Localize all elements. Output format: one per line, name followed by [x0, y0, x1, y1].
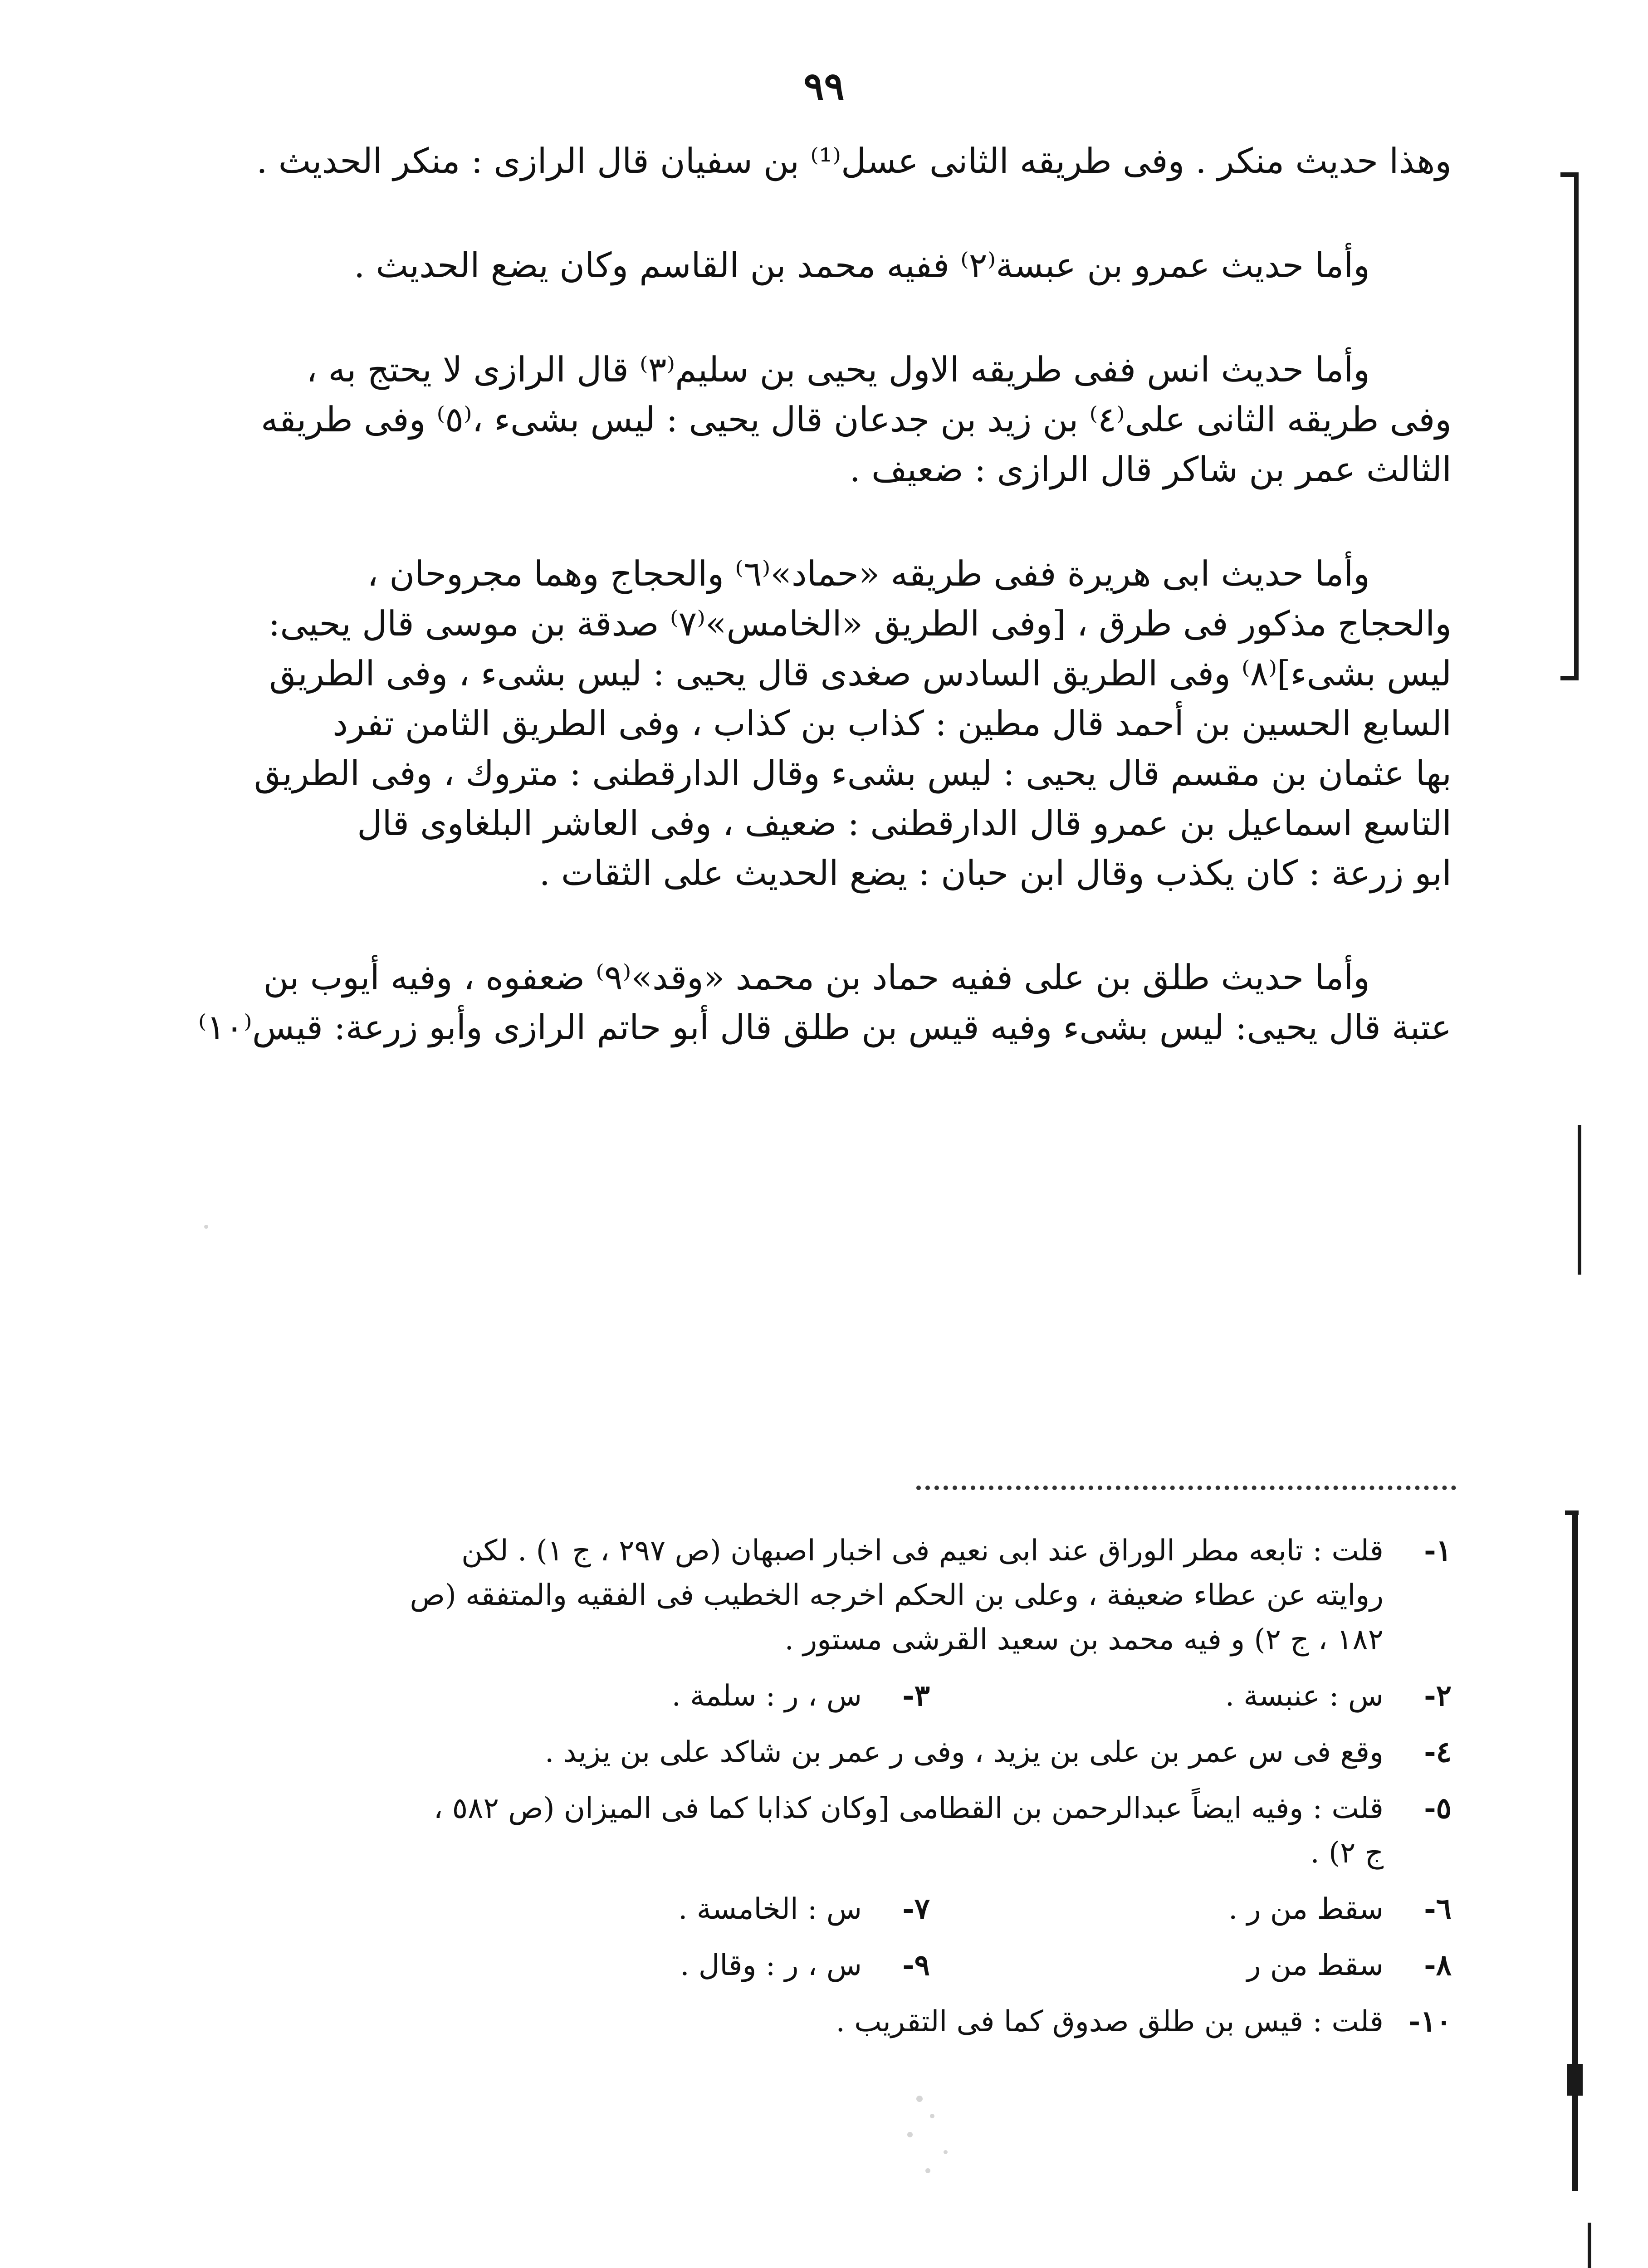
- footnote-number: ٧-: [902, 1892, 930, 1926]
- paragraph-4-line-1: وأما حديث ابى هريرة ففى طريقه «حماد»⁽٦⁾ والحجاج وهما مجروحان ،: [367, 553, 1370, 594]
- paragraph-3-line-1: وأما حديث انس ففى طريقه الاول يحيى بن سليم⁽٣⁾ قال الرازى لا يحتج به ،: [306, 349, 1370, 390]
- margin-bracket-blot: [1567, 2064, 1583, 2096]
- footnote-text: س : الخامسة .: [678, 1892, 862, 1926]
- footnote-row-2-3: [113, 1674, 1452, 1718]
- margin-bracket-top: [1574, 172, 1579, 680]
- scan-speck: [916, 2096, 923, 2102]
- footnote-number: ٦-: [1424, 1892, 1452, 1926]
- margin-bracket-tick: [1565, 1510, 1579, 1515]
- footnote-5: [113, 1786, 1452, 1831]
- footnote-number: ١-: [1424, 1534, 1452, 1568]
- footnote-text: قلت : وفيه ايضاً عبدالرحمن بن القطامى [وكان كذابا كما فى الميزان (ص ٥٨٢ ،: [433, 1792, 1384, 1825]
- footnote-text: س : عنبسة .: [1225, 1679, 1384, 1713]
- footnote-text: قلت : قيس بن طلق صدوق كما فى التقريب .: [836, 2005, 1384, 2038]
- margin-bracket-tick: [1560, 676, 1579, 680]
- footnote-6: [930, 1887, 1452, 1931]
- footnote-text: سقط من ر .: [1228, 1892, 1384, 1926]
- footnote-9: [408, 1943, 930, 1988]
- scan-speck: [907, 2132, 913, 2137]
- footnote-row-8-9: [113, 1943, 1452, 1988]
- footnote-5-continuation: ج ٢) .: [1310, 1836, 1384, 1870]
- footnotes: [113, 1529, 1452, 2044]
- footnote-2: [930, 1674, 1452, 1718]
- footnote-1-continuation: روايته عن عطاء ضعيفة ، وعلى بن الحكم اخرجه الخطيب فى الفقيه والمتفقه (ص: [410, 1579, 1384, 1612]
- footnote-1-continuation: ١٨٢ ، ج ٢) و فيه محمد بن سعيد القرشى مستور .: [784, 1623, 1384, 1657]
- scan-speck: [204, 1225, 208, 1229]
- footnote-3: [408, 1674, 930, 1718]
- paragraph-4-line-4: السابع الحسين بن أحمد قال مطين : كذاب بن كذاب ، وفى الطريق الثامن تفرد: [333, 703, 1452, 743]
- footnote-1: [113, 1529, 1452, 1573]
- footnote-number: ٨-: [1424, 1948, 1452, 1982]
- footnote-row-6-7: [113, 1887, 1452, 1931]
- paragraph-5-line-2: عتبة قال يحيى: ليس بشىء وفيه قيس بن طلق قال أبو حاتم الرازى وأبو زرعة: قيس⁽١٠⁾: [198, 1007, 1452, 1047]
- footnote-number: ٤-: [1424, 1735, 1452, 1769]
- page-number: ٩٩: [803, 64, 845, 108]
- margin-stroke: [1578, 1125, 1581, 1275]
- paragraph-1-line-1: وهذا حديث منكر . وفى طريقه الثانى عسل⁽¹⁾ بن سفيان قال الرازى : منكر الحديث .: [256, 141, 1452, 181]
- paragraph-4-line-7: ابو زرعة : كان يكذب وقال ابن حبان : يضع الحديث على الثقات .: [539, 853, 1452, 893]
- paragraph-5-line-1: وأما حديث طلق بن على ففيه حماد بن محمد «وقد»⁽٩⁾ ضعفوه ، وفيه أيوب بن: [263, 957, 1370, 997]
- footnote-10: [113, 1999, 1452, 2044]
- footnote-number: ٩-: [902, 1948, 930, 1982]
- scan-speck: [944, 2150, 948, 2154]
- margin-bracket-tick: [1560, 172, 1579, 177]
- footnote-text: س ، ر : سلمة .: [671, 1679, 862, 1713]
- footnote-number: ٢-: [1424, 1679, 1452, 1713]
- paragraph-3-line-2: وفى طريقه الثانى على⁽٤⁾ بن زيد بن جدعان قال يحيى : ليس بشىء ،⁽٥⁾ وفى طريقه: [261, 399, 1452, 440]
- paragraph-2-line-1: وأما حديث عمرو بن عبسة⁽٢⁾ ففيه محمد بن القاسم وكان يضع الحديث .: [354, 245, 1370, 285]
- paragraph-3-line-3: الثالث عمر بن شاكر قال الرازى : ضعيف .: [849, 449, 1452, 489]
- paragraph-4-line-6: التاسع اسماعيل بن عمرو قال الدارقطنى : ضعيف ، وفى العاشر البلغاوى قال: [357, 803, 1452, 843]
- footnote-text: وقع فى س عمر بن على بن يزيد ، وفى ر عمر بن شاكد على بن يزيد .: [544, 1735, 1384, 1769]
- paragraph-4-line-2: والحجاج مذكور فى طرق ، [وفى الطريق «الخامس»⁽٧⁾ صدقة بن موسى قال يحيى:: [268, 603, 1452, 644]
- footnote-text: سقط من ر: [1247, 1949, 1384, 1982]
- footnote-number: ٣-: [902, 1679, 930, 1713]
- paragraph-4-line-3: ليس بشىء]⁽٨⁾ وفى الطريق السادس صغدى قال يحيى : ليس بشىء ، وفى الطريق: [269, 653, 1452, 694]
- scan-speck: [930, 2114, 934, 2118]
- footnote-4: [113, 1730, 1452, 1774]
- main-text: [136, 136, 1452, 1052]
- footnote-number: ١٠-: [1408, 2004, 1452, 2038]
- footnote-8: [930, 1943, 1452, 1988]
- footnote-text: قلت : تابعه مطر الوراق عند ابى نعيم فى اخبار اصبهان (ص ٢٩٧ ، ج ١) . لكن: [461, 1534, 1384, 1568]
- margin-stroke: [1588, 2223, 1591, 2268]
- scan-speck: [925, 2168, 930, 2173]
- footnote-7: [408, 1887, 930, 1931]
- footnote-text: س ، ر : وقال .: [680, 1949, 862, 1982]
- footnote-separator: [916, 1486, 1456, 1490]
- footnote-number: ٥-: [1424, 1791, 1452, 1825]
- paragraph-4-line-5: بها عثمان بن مقسم قال يحيى : ليس بشىء وقال الدارقطنى : متروك ، وفى الطريق: [254, 753, 1452, 793]
